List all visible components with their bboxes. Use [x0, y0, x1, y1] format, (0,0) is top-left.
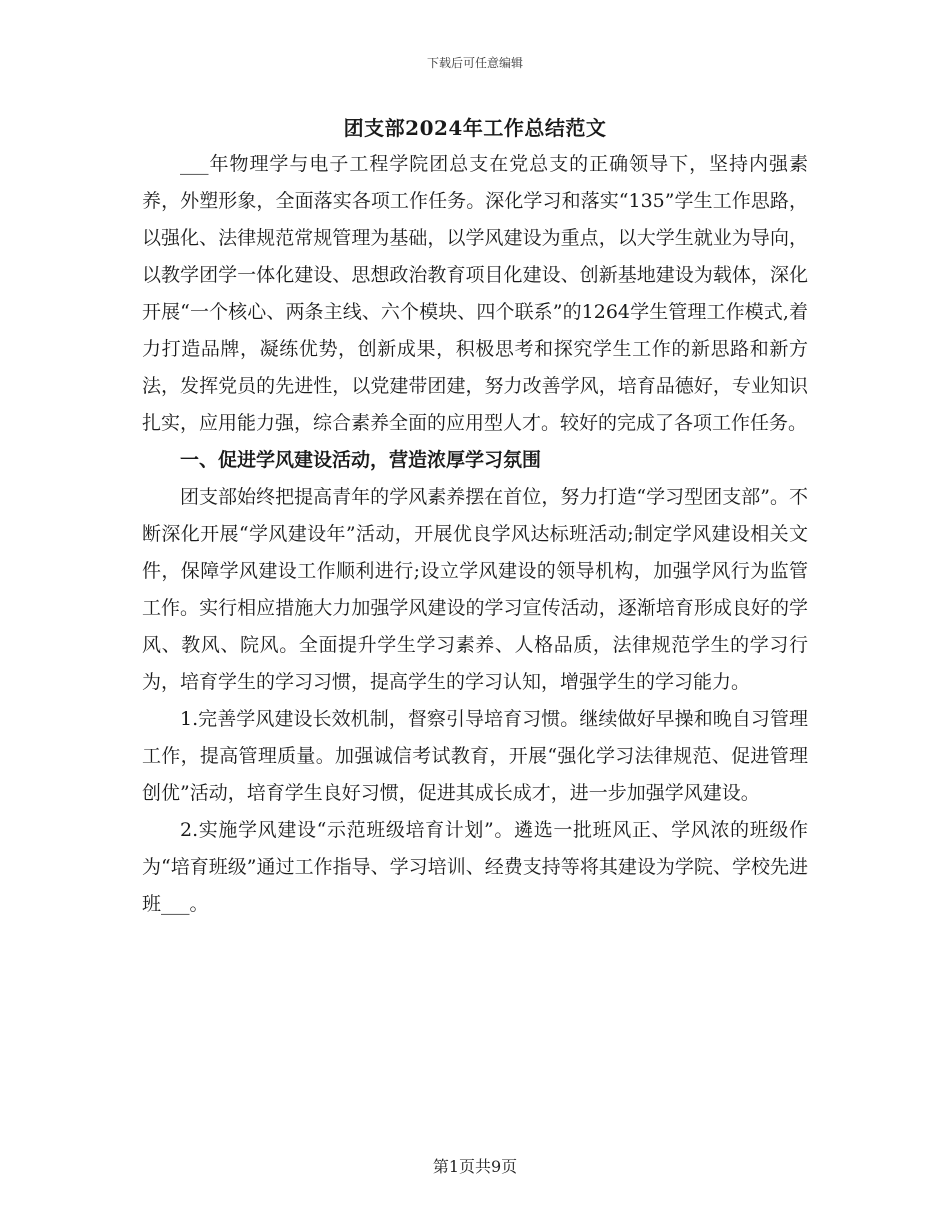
document-body — [142, 146, 808, 923]
paragraph-section-body: 团支部始终把提高青年的学风素养摆在首位，努力打造“学习型团支部”。不断深化开展“学风建设年”活动，开展优良学风达标班活动;制定学风建设相关文件，保障学风建设工作顺利进行;设立学风建设的领导机构，加强学风行为监管工作。实行相应措施大力加强学风建设的学习宣传活动，逐渐培育形成良好的学风、教风、院风。全面提升学生学习素养、人格品质，法律规范学生的学习行为，培育学生的学习习惯，提高学生的学习认知，增强学生的学习能力。 — [142, 486, 808, 693]
paragraph-intro: ___年物理学与电子工程学院团总支在党总支的正确领导下，坚持内强素养，外塑形象，全面落实各项工作任务。深化学习和落实“135”学生工作思路，以强化、法律规范常规管理为基础，以学风建设为重点，以大学生就业为导向，以教学团学一体化建设、思想政治教育项目化建设、创新基地建设为载体，深化开展“一个核心、两条主线、六个模块、四个联系”的1264学生管理工作模式,着力打造品牌，凝练优势，创新成果，积极思考和探究学生工作的新思路和新方法，发挥党员的先进性，以党建带团建，努力改善学风，培育品德好，专业知识扎实，应用能力强，综合素养全面的应用型人才。较好的完成了各项工作任务。 — [142, 153, 808, 434]
document-title: 团支部2024年工作总结范文 — [343, 116, 607, 140]
paragraph-item-1: 1.完善学风建设长效机制，督察引导培育习惯。继续做好早操和晚自习管理工作，提高管理质量。加强诚信考试教育，开展“强化学习法律规范、促进管理创优”活动，培育学生良好习惯，促进其成长成才，进一步加强学风建设。 — [142, 708, 808, 804]
paragraph-item-2: 2.实施学风建设“示范班级培育计划”。遴选一批班风正、学风浓的班级作为“培育班级”通过工作指导、学习培训、经费支持等将其建设为学院、学校先进班___。 — [142, 819, 808, 915]
section-heading: 一、促进学风建设活动，营造浓厚学习氛围 — [180, 449, 542, 471]
page-indicator: 第1页共9页 — [432, 1157, 518, 1176]
header-note: 下载后可任意编辑 — [426, 56, 523, 70]
